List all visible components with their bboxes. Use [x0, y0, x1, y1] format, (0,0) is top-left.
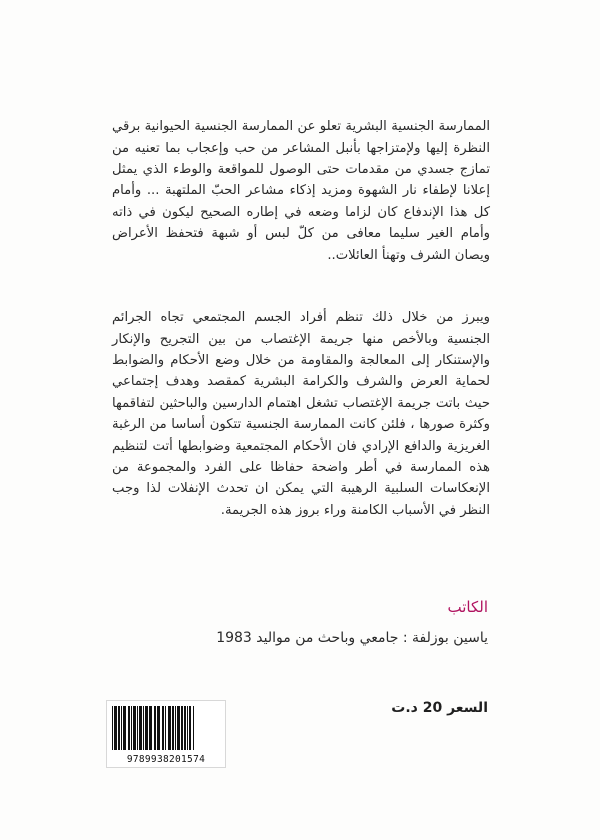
barcode-bar: [168, 706, 171, 750]
barcode-bar: [137, 706, 138, 750]
author-bio: ياسين بوزلفة : جامعي وباحث من مواليد 1983: [216, 630, 488, 646]
barcode-bar: [175, 706, 176, 750]
barcode-icon: [110, 704, 222, 752]
isbn-number: 9789938201574: [126, 754, 206, 765]
barcode-bar: [181, 706, 183, 750]
barcode-bar: [133, 706, 136, 750]
price-label: السعر 20 د.ت: [391, 700, 488, 716]
blurb-paragraph-2: ويبرز من خلال ذلك تنظم أفراد الجسم المجتمعي تجاه الجرائم الجنسية وبالأخص منها جريمة الإغتصاب من بين التجريح والإنكار والإستنكار إلى المعالجة والمقاومة من خلال وضع الأحكام والضوابط لحماية العرض والشرف والكرامة البشرية كمقصد وهدف إجتماعي حيث باتت جريمة الإغتصاب تشغل اهتمام الدارسين والباحثين لتفاقمها وكثرة صورها ، فلئن كانت الممارسة الجنسية تتكون أساسا من الرغبة الغريزية والدافع الإرادي فان الأحكام المجتمعية وضوابطها أتت لتنظيم هذه الممارسة في أطر واضحة حفاظا على الفرد والمجموعة من الإنعكاسات السلبية الرهيبة التي يمكن ان تحدث الإنفلات لذا وجب النظر في الأسباب الكامنة وراء بروز هذه الجريمة.: [112, 310, 490, 518]
barcode-bar: [121, 706, 122, 750]
barcode-bar: [123, 706, 126, 750]
blurb-paragraph-1: الممارسة الجنسية البشرية تعلو عن الممارسة الجنسية الحيوانية برقي النظرة إليها ولإمتزاجها بأنبل المشاعر من حب وإعجاب بما تعنيه من تمازج جسدي من مقدمات حتى الوصول للمواقعة والوطء الذي يمثل إعلانا لإطفاء نار الشهوة ومزيد إذكاء مشاعر الحبّ الملتهبة ... وأمام كل هذا الإندفاع كان لزاما وضعه في إطاره الصحيح ليكون في ذاته وأمام الغير سليما معافى من كلّ لبس أو شبهة فتحفظ الأعراض ويصان الشرف وتهنأ العائلات..: [112, 119, 490, 263]
barcode-bar: [187, 706, 188, 750]
barcode-bar: [157, 706, 160, 750]
barcode-bar: [139, 706, 142, 750]
barcode-bar: [143, 706, 144, 750]
barcode-bar: [177, 706, 180, 750]
barcode-bar: [114, 706, 117, 750]
barcode-bar: [145, 706, 148, 750]
barcode-bar: [162, 706, 164, 750]
barcode-bar: [149, 706, 152, 750]
barcode-bar: [165, 706, 166, 750]
barcode-bar: [131, 706, 132, 750]
barcode-bar: [154, 706, 156, 750]
barcode-bar: [193, 706, 194, 750]
barcode-bar: [172, 706, 174, 750]
barcode-bar: [189, 706, 191, 750]
barcode-bar: [118, 706, 120, 750]
author-heading: الكاتب: [447, 598, 488, 616]
barcode-bar: [112, 706, 113, 750]
barcode: [106, 700, 226, 768]
barcode-bar: [128, 706, 130, 750]
barcode-bar: [184, 706, 186, 750]
